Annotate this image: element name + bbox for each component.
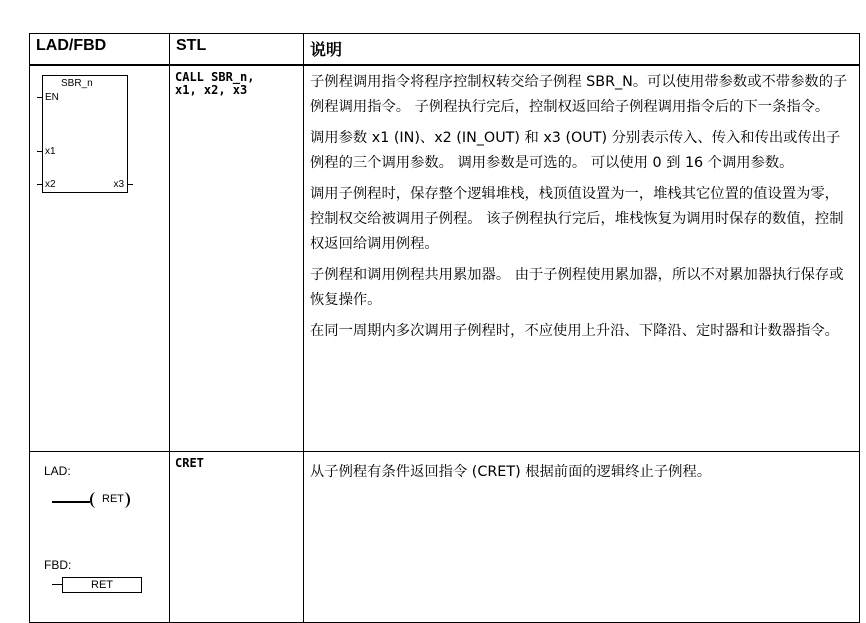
sbr-box-title: SBR_n <box>61 78 93 89</box>
desc-paragraph: 在同一周期内多次调用子例程时，不应使用上升沿、下降沿、定时器和计数器指令。 <box>310 323 839 339</box>
sbr-box <box>42 75 128 193</box>
fbd-label: FBD: <box>44 558 72 572</box>
pin-en: EN <box>45 92 59 103</box>
table-row-call <box>30 65 860 452</box>
pin-x1: x1 <box>45 146 56 157</box>
en-connector <box>37 97 43 98</box>
header-description: 说明 <box>304 34 860 66</box>
desc-cell-call <box>304 65 860 452</box>
ret-coil-icon <box>90 492 130 510</box>
sbr-call-diagram <box>30 66 169 451</box>
lad-label: LAD: <box>44 464 71 478</box>
header-lad-fbd: LAD/FBD <box>30 34 170 66</box>
header-row <box>30 34 860 66</box>
desc-paragraph: 调用参数 x1 (IN)、x2 (IN_OUT) 和 x3 (OUT) 分别表示传入、传入和传出或传出子例程的三个调用参数。 调用参数是可选的。 可以使用 0 到 16 个调用参数。 <box>310 130 841 171</box>
header-stl: STL <box>170 34 304 66</box>
x1-connector <box>37 151 43 152</box>
pin-x3: x3 <box>113 179 124 190</box>
x3-connector <box>127 184 133 185</box>
fbd-input-line <box>52 584 62 585</box>
coil-rung-line <box>52 501 90 503</box>
pin-x2: x2 <box>45 179 56 190</box>
stl-cell-call <box>170 65 304 452</box>
x2-connector <box>37 184 43 185</box>
stl-cret-code: CRET <box>175 456 204 470</box>
instruction-table <box>29 33 860 623</box>
desc-cell-cret <box>304 452 860 623</box>
desc-paragraph: 从子例程有条件返回指令 (CRET) 根据前面的逻辑终止子例程。 <box>310 464 712 480</box>
coil-label: RET <box>102 493 124 505</box>
stl-call-code: CALL SBR_n, x1, x2, x3 <box>175 70 255 97</box>
lad-cell-call <box>30 65 170 452</box>
cret-diagram <box>30 452 169 622</box>
table-row-cret <box>30 452 860 623</box>
lad-cell-cret <box>30 452 170 623</box>
desc-paragraph: 子例程调用指令将程序控制权转交给子例程 SBR_N。可以使用带参数或不带参数的子例程调用指令。 子例程执行完后，控制权返回给子例程调用指令后的下一条指令。 <box>310 74 848 115</box>
stl-cell-cret <box>170 452 304 623</box>
desc-paragraph: 调用子例程时，保存整个逻辑堆栈，栈顶值设置为一，堆栈其它位置的值设置为零，控制权交给被调用子例程。 该子例程执行完后，堆栈恢复为调用时保存的数值，控制权返回给调用例程。 <box>310 186 844 252</box>
desc-paragraph: 子例程和调用例程共用累加器。 由于子例程使用累加器，所以不对累加器执行保存或恢复操作。 <box>310 267 844 308</box>
fbd-ret-box: RET <box>62 577 142 593</box>
